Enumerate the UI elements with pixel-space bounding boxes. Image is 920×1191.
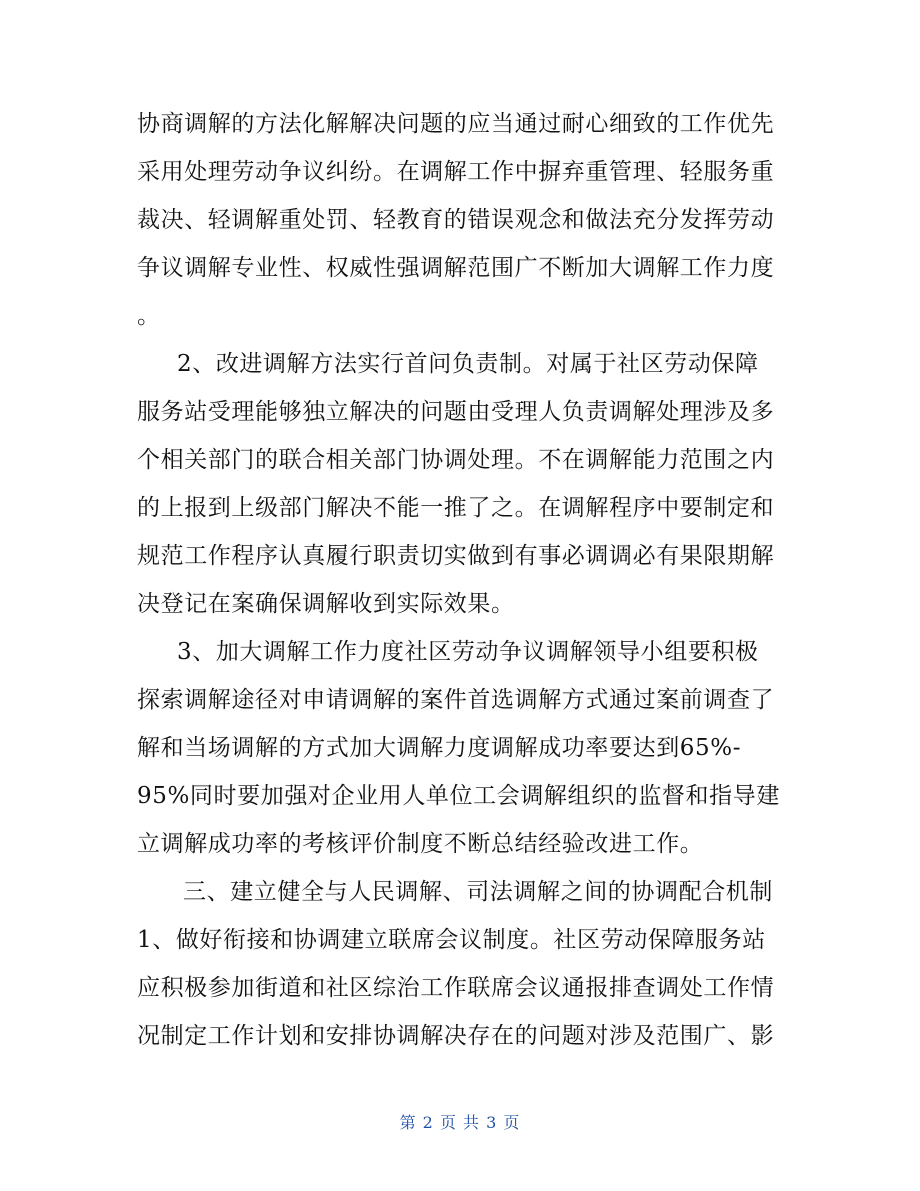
text-line: 争议调解专业性、权威性强调解范围广不断加大调解工作力度 — [137, 255, 775, 281]
text-line: 协商调解的方法化解解决问题的应当通过耐心细致的工作优先 — [137, 111, 775, 137]
text-line: 决登记在案确保调解收到实际效果。 — [137, 591, 515, 617]
text-line: 况制定工作计划和安排协调解决存在的问题对涉及范围广、影 — [137, 1023, 775, 1049]
text-line: 应积极参加街道和社区综治工作联席会议通报排查调处工作情 — [137, 975, 775, 1001]
text-line: 裁决、轻调解重处罚、轻教育的错误观念和做法充分发挥劳动 — [137, 207, 775, 233]
paragraph-start-line: 3、加大调解工作力度社区劳动争议调解领导小组要积极 — [177, 639, 759, 665]
text-line: 探索调解途径对申请调解的案件首选调解方式通过案前调查了 — [137, 687, 775, 713]
section-heading-line: 三、建立健全与人民调解、司法调解之间的协调配合机制 — [183, 879, 773, 905]
text-line: 解和当场调解的方式加大调解力度调解成功率要达到65%- — [137, 735, 742, 761]
text-line: 采用处理劳动争议纠纷。在调解工作中摒弃重管理、轻服务重 — [137, 159, 775, 185]
text-line: 。 — [137, 303, 161, 329]
page-number-footer: 第 2 页 共 3 页 — [399, 1113, 521, 1132]
text-line: 立调解成功率的考核评价制度不断总结经验改进工作。 — [137, 831, 704, 857]
text-line: 95%同时要加强对企业用人单位工会调解组织的监督和指导建 — [137, 783, 780, 809]
text-line: 1、做好衔接和协调建立联席会议制度。社区劳动保障服务站 — [137, 927, 766, 953]
text-line: 的上报到上级部门解决不能一推了之。在调解程序中要制定和 — [137, 495, 775, 521]
text-line: 规范工作程序认真履行职责切实做到有事必调调必有果限期解 — [137, 543, 775, 569]
text-line: 服务站受理能够独立解决的问题由受理人负责调解处理涉及多 — [137, 399, 775, 425]
document-body — [137, 100, 797, 1060]
text-line: 个相关部门的联合相关部门协调处理。不在调解能力范围之内 — [137, 447, 775, 473]
paragraph-start-line: 2、改进调解方法实行首问负责制。对属于社区劳动保障 — [177, 351, 759, 377]
